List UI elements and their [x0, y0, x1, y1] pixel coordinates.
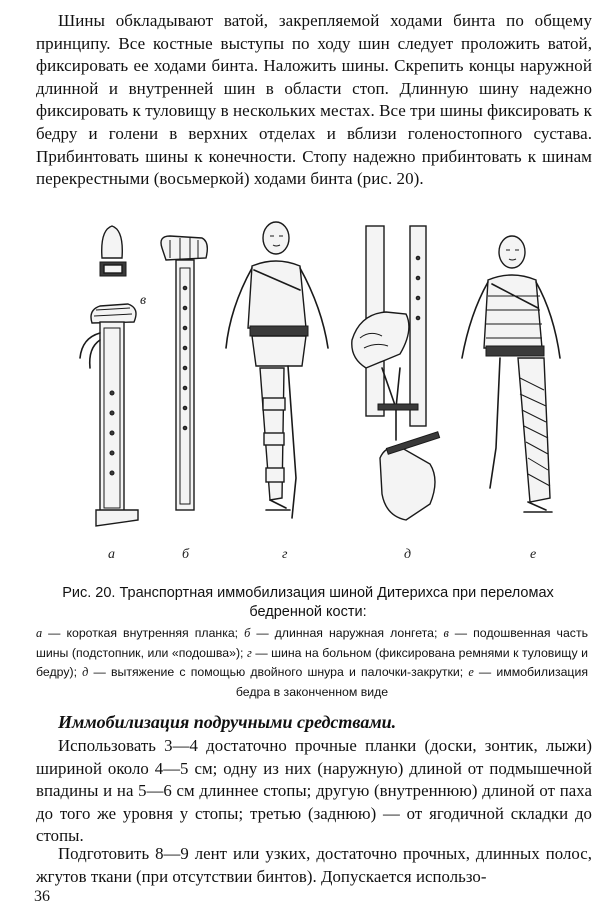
body-paragraph-3: Подготовить 8—9 лент или узких, достаточно прочных, длинных полос, жгутов ткани (при отсутствии бинтов). Допускается использо-	[36, 844, 592, 886]
legend-text-d: — вытяжение с помощью двойного шнура и палочки-закрутки;	[88, 665, 469, 679]
splint-short-inner-drawing	[80, 226, 138, 526]
page-number: 36	[34, 888, 50, 905]
immobilization-complete-drawing	[462, 236, 560, 512]
patient-with-splint-drawing	[226, 222, 328, 518]
panel-letter-v: в	[140, 293, 147, 308]
legend-text-v: — подошвенная часть шины (подстопник, или «подошва»);	[36, 626, 588, 660]
legend-letter-d: д	[82, 665, 89, 679]
figure-20-illustration	[30, 218, 590, 573]
section-heading: Иммобилизация подручными средствами.	[58, 712, 397, 732]
legend-text-g: — шина на больном (фиксирована ремнями к туловищу и бедру);	[36, 645, 588, 679]
panel-letter-g: г	[282, 547, 288, 562]
legend-letter-v: в	[443, 626, 449, 640]
panel-letter-d: д	[404, 547, 412, 562]
legend-letter-a: а	[36, 626, 43, 640]
panel-letter-a: а	[108, 547, 115, 562]
figure-caption-title: Рис. 20. Транспортная иммобилизация шиной Дитерихса при переломах бедренной кости:	[62, 585, 554, 620]
splint-long-outer-drawing	[161, 236, 207, 510]
legend-text-a: — короткая внутренняя планка;	[42, 626, 245, 640]
panel-letter-b: б	[182, 547, 190, 562]
figure-caption-legend	[36, 624, 588, 702]
legend-letter-g: г	[247, 645, 252, 660]
body-paragraph-2: Использовать 3—4 достаточно прочные планки (доски, зонтик, лыжи) шириной около 4—5 см; одну из них (наружную) длиной от подмышечной впадины и на 5—6 см длиннее стопы; другую (внутреннюю) длиной от паха до того же уровня у стопы; третью (заднюю) — от ягодичной складки до стопы.	[36, 736, 592, 846]
panel-letter-e: е	[530, 547, 537, 562]
legend-text-b: — длинная наружная лонгета;	[250, 626, 444, 640]
legend-letter-b: б	[244, 626, 251, 640]
legend-text-e: — иммобилизация бедра в законченном виде	[235, 665, 589, 699]
traction-twist-drawing	[352, 226, 440, 520]
legend-letter-e: е	[468, 665, 474, 679]
body-paragraph-1: Шины обкладывают ватой, закрепляемой ходами бинта по общему принципу. Все костные выступы по ходу шин следует проложить ватой, фиксировать ее ходами бинта. Наложить шины. Скрепить концы наружной длинной и внутренней шин в области стоп. Длинную шину надежно фиксировать к туловищу в нескольких местах. Все три шины фиксировать к бедру и голени в верхних отделах и вблизи голеностопного сустава. Прибинтовать шины к конечности. Стопу надежно прибинтовать к шинам перекрестными (восьмеркой) ходами бинта (рис. 20).	[36, 11, 592, 189]
